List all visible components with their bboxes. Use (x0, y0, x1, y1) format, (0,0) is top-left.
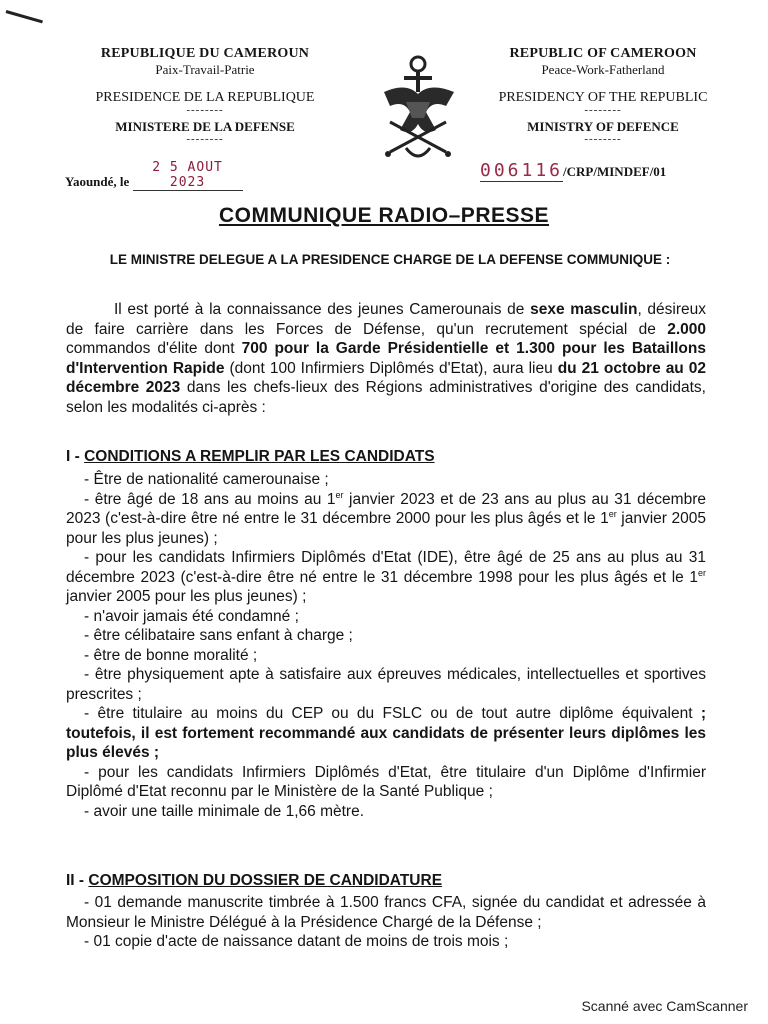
list-item (66, 665, 706, 704)
item-text: avoir une taille minimale de 1,66 mètre. (93, 802, 365, 820)
camscanner-watermark: Scanné avec CamScanner (581, 998, 748, 1014)
intro-text: Il est porté à la connaissance des jeunes Camerounais de (114, 301, 531, 318)
intro-text: commandos d'élite dont (66, 340, 242, 357)
item-text: être titulaire au moins du CEP ou du FSLC ou de tout autre diplôme équivalent (97, 705, 701, 722)
item-text: n'avoir jamais été condamné ; (93, 607, 299, 625)
intro-bold: du 21 octobre au 02 décembre 2023 (66, 359, 707, 396)
item-text: janvier 2005 pour les plus jeunes) ; (66, 588, 307, 605)
bullet: - (84, 763, 90, 781)
bullet: - (84, 894, 90, 911)
intro-text: (dont 100 Infirmiers Diplômés d'Etat), aura lieu (224, 359, 558, 377)
item-text: être physiquement apte à satisfaire aux épreuves médicales, intellectuelles et sportives prescrites ; (66, 666, 706, 703)
document-title: COMMUNIQUE RADIO–PRESSE (218, 204, 550, 227)
section-label: COMPOSITION DU DOSSIER DE CANDIDATURE (88, 872, 443, 889)
bullet: - (84, 646, 90, 664)
list-item (66, 893, 706, 932)
section-2-heading (66, 872, 442, 890)
dateline-label: Yaoundé, le (65, 174, 130, 189)
bullet: - (84, 607, 90, 625)
intro-text: dans les chefs-lieux des Régions administratives d'origine des candidats, selon les modalités ci-après : (66, 379, 706, 416)
ministry-en: MINISTRY OF DEFENCE (527, 119, 679, 134)
list-item (66, 490, 706, 549)
reference-suffix: /CRP/MINDEF/01 (563, 164, 667, 179)
bullet: - (84, 627, 90, 644)
item-text: Être de nationalité camerounaise ; (93, 471, 329, 488)
section-label: CONDITIONS A REMPLIR PAR LES CANDIDATS (84, 448, 435, 465)
list-item (66, 470, 706, 490)
conditions-list (66, 470, 706, 821)
ministry-fr: MINISTERE DE LA DEFENSE (115, 119, 295, 134)
list-item (66, 646, 706, 666)
item-bold: ; toutefois, il est fortement recommandé aux candidats de présenter leurs diplômes les plus élevés ; (66, 705, 706, 761)
list-item (66, 704, 706, 763)
divider-fr-2: -------- (186, 133, 224, 145)
republic-fr: REPUBLIQUE DU CAMEROUN (100, 46, 310, 61)
dossier-list (66, 893, 706, 952)
section-number: II - (66, 872, 89, 889)
section-number: I - (66, 448, 85, 465)
document-subtitle: LE MINISTRE DELEGUE A LA PRESIDENCE CHARGE DE LA DEFENSE COMMUNIQUE : (109, 252, 671, 267)
list-item (66, 626, 706, 646)
item-text: janvier 2005 pour les plus jeunes) ; (66, 510, 706, 547)
letterhead-french (60, 46, 350, 144)
superscript: er (335, 489, 344, 500)
list-item (66, 607, 706, 627)
ministry-of-defence-emblem-icon (376, 52, 460, 170)
item-text: 01 copie d'acte de naissance datant de moins de trois mois ; (93, 933, 509, 950)
republic-en: REPUBLIC OF CAMEROON (509, 46, 697, 61)
item-text: janvier 2023 et de 23 ans au plus au 31 décembre 2023 (c'est-à-dire être né entre le 31 décembre 2000 pour les plus âgés et le 1 (66, 490, 706, 527)
scan-mark (6, 10, 43, 23)
item-text: pour les candidats Infirmiers Diplômés d'Etat (IDE), être âgé de 25 ans au plus au 31 décembre 2023 (c'est-à-dire être né entre le 31 décembre 1998 pour les plus âgés et le 1 (66, 549, 706, 586)
bullet: - (84, 933, 90, 950)
reference-number (480, 160, 666, 181)
item-text: 01 demande manuscrite timbrée à 1.500 francs CFA, signée du candidat et adressée à Monsieur le Ministre Délégué à la Présidence Chargé de la Défense ; (66, 894, 706, 931)
bullet: - (84, 549, 90, 566)
divider-en-1: -------- (584, 104, 622, 116)
superscript: er (697, 567, 706, 578)
dateline (65, 160, 243, 191)
handwritten-date: 2 5 AOUT 2023 (133, 160, 243, 191)
superscript: er (608, 508, 617, 519)
motto-fr: Paix-Travail-Patrie (155, 62, 255, 77)
bullet: - (84, 666, 90, 683)
item-text: être célibataire sans enfant à charge ; (93, 627, 353, 644)
bullet: - (84, 490, 90, 508)
bullet: - (84, 802, 90, 820)
item-text: pour les candidats Infirmiers Diplômés d'Etat, être titulaire d'un Diplôme d'Infirmier Diplômé d'Etat reconnu par le Ministère de la Santé Publique ; (66, 763, 706, 800)
presidency-fr: PRESIDENCE DE LA REPUBLIQUE (95, 90, 315, 105)
motto-en: Peace-Work-Fatherland (541, 62, 665, 77)
bullet: - (84, 471, 90, 488)
intro-text: , désireux de faire carrière dans les Forces de Défense, qu'un recrutement spécial de (66, 301, 707, 338)
list-item (66, 548, 706, 607)
section-1-heading (66, 448, 435, 466)
item-text: être âgé de 18 ans au moins au 1 (94, 490, 336, 508)
bullet: - (84, 705, 90, 722)
divider-en-2: -------- (584, 133, 622, 145)
reference-stamp: 006116 (480, 160, 564, 181)
intro-bold: sexe masculin (530, 301, 638, 318)
item-text: être de bonne moralité ; (93, 646, 258, 664)
list-item (66, 802, 706, 822)
intro-bold: 700 pour la Garde Présidentielle et 1.300 pour les Bataillons d'Intervention Rapide (66, 340, 706, 377)
intro-bold: 2.000 (667, 320, 706, 338)
list-item (66, 763, 706, 802)
letterhead-english (458, 46, 748, 144)
list-item (66, 932, 706, 952)
intro-paragraph (66, 300, 706, 417)
divider-fr-1: -------- (186, 104, 224, 116)
presidency-en: PRESIDENCY OF THE REPUBLIC (498, 90, 708, 105)
